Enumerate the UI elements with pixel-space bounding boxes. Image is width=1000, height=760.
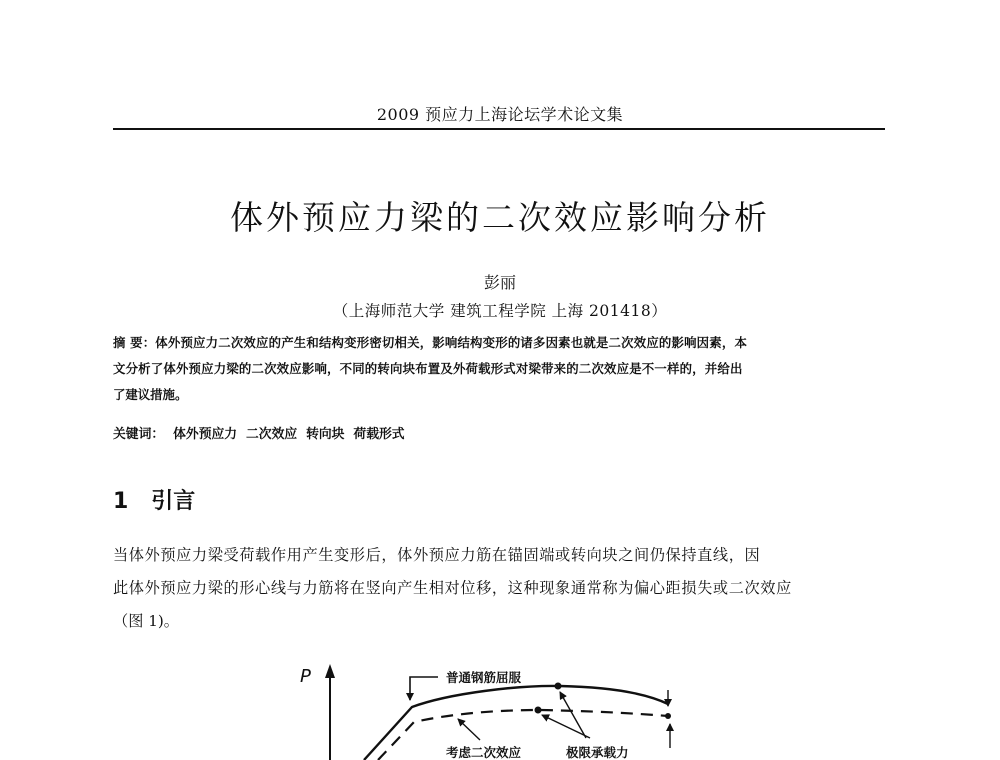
paper-title: 体外预应力梁的二次效应影响分析 <box>230 198 770 237</box>
ultimate-leader-2 <box>542 715 590 738</box>
annotation-second-order: 考虑二次效应 <box>446 745 522 760</box>
abstract-line: 文分析了体外预应力梁的二次效应影响，不同的转向块布置及外荷载形式对梁带来的二次效应是不一样的，并给出 <box>113 361 743 376</box>
annotation-ultimate: 极限承载力 <box>566 745 629 760</box>
point-end-dashed <box>665 713 671 719</box>
keywords: 关键词： 体外预应力 二次效应 转向块 荷载形式 <box>113 427 405 442</box>
running-header: 2009 预应力上海论坛学术论文集 <box>376 105 624 124</box>
yield-leader <box>410 677 438 700</box>
annotation-yield: 普通钢筋屈服 <box>446 670 522 685</box>
author-name: 彭丽 <box>483 273 516 292</box>
body-text-line: 当体外预应力梁受荷载作用产生变形后，体外预应力筋在锚固端或转向块之间仍保持直线，因 <box>113 546 761 564</box>
body-text-line: （图 1)。 <box>113 612 179 630</box>
point-ultimate-solid <box>555 683 562 690</box>
abstract-line: 了建议措施。 <box>113 387 188 402</box>
section-heading: 1 引言 <box>113 489 196 514</box>
body-text-line: 此体外预应力梁的形心线与力筋将在竖向产生相对位移，这种现象通常称为偏心距损失或二次效应 <box>113 579 792 597</box>
ultimate-leader-1 <box>560 692 586 738</box>
abstract-line: 摘 要：体外预应力二次效应的产生和结构变形密切相关，影响结构变形的诸多因素也就是二次效应的影响因素，本 <box>113 335 748 350</box>
y-axis-label: P <box>300 666 311 687</box>
author-affiliation: （上海师范大学 建筑工程学院 上海 201418） <box>332 302 668 320</box>
second-order-leader <box>458 719 480 740</box>
y-axis-arrow <box>325 664 335 678</box>
point-ultimate-dashed <box>535 707 542 714</box>
